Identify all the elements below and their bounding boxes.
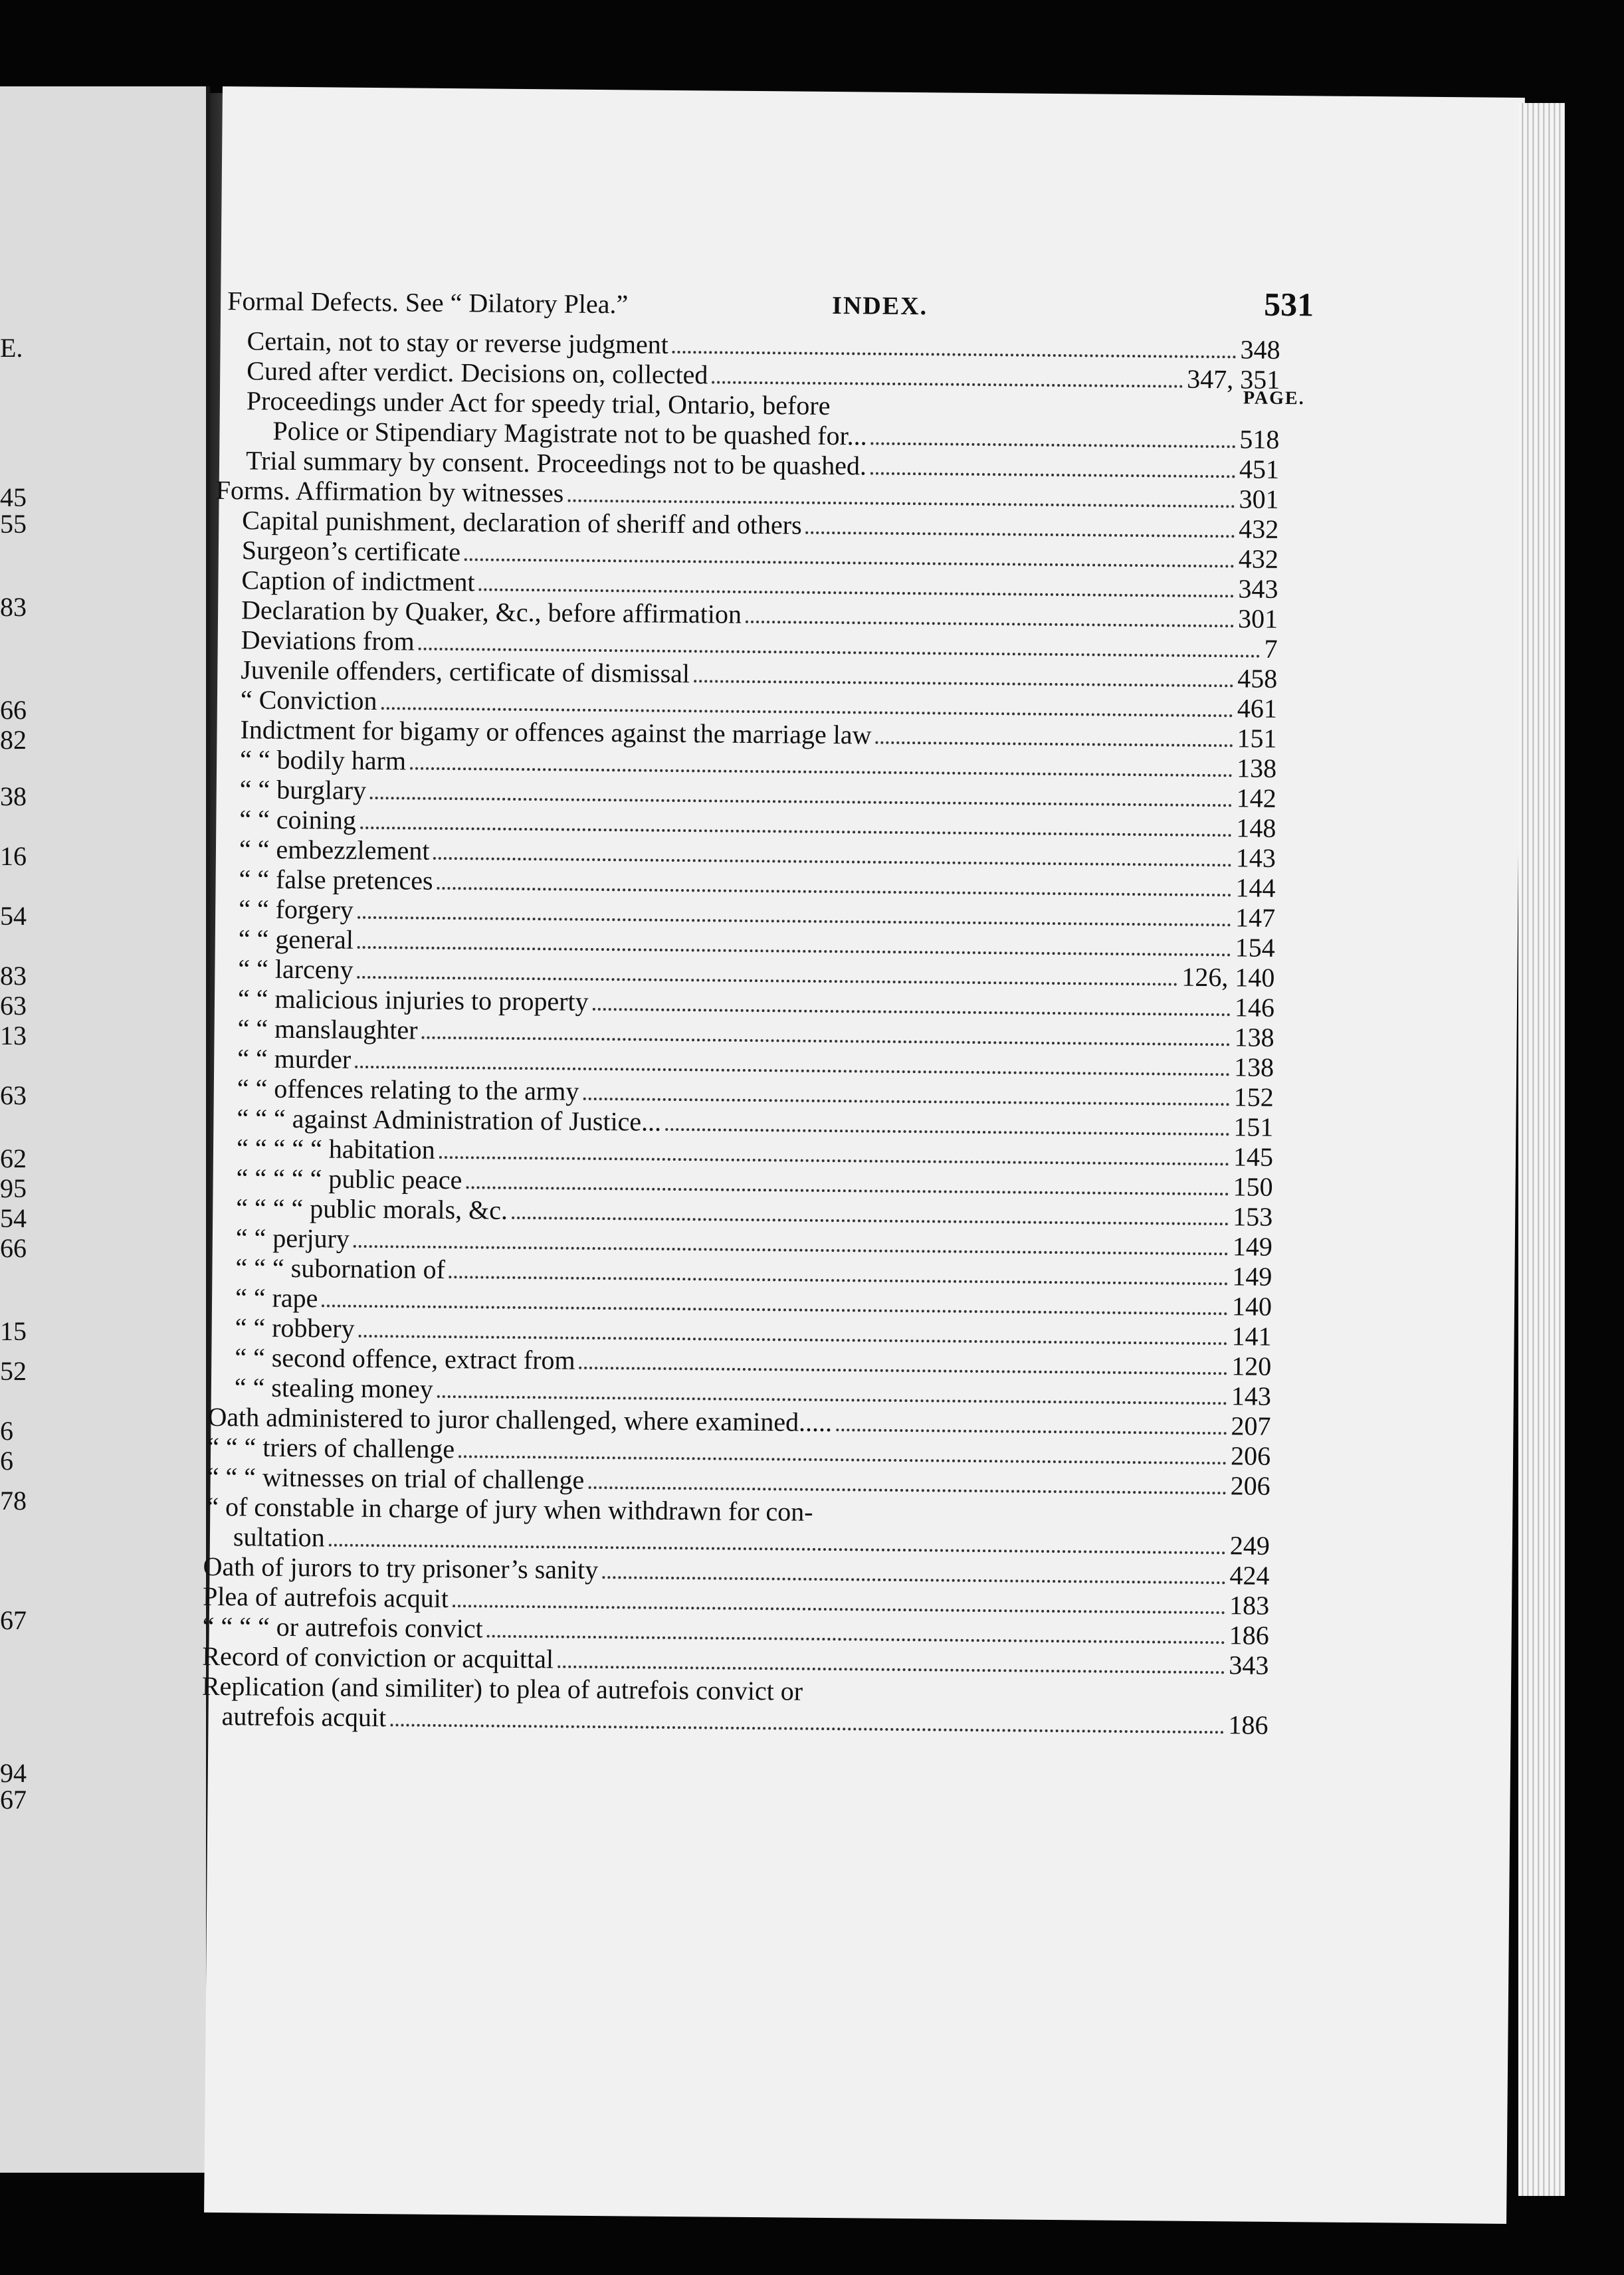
- leader-dots: [806, 532, 1235, 538]
- entry-page-number: 186: [1228, 1710, 1269, 1740]
- facing-page-number: 54: [0, 1203, 27, 1233]
- facing-page-number: 67: [0, 1785, 27, 1815]
- entry-page-number: 518: [1239, 424, 1280, 454]
- entry-page-number: 142: [1236, 783, 1276, 813]
- entry-page-number: 343: [1229, 1650, 1269, 1680]
- facing-page-number: 15: [0, 1316, 27, 1346]
- leader-dots: [437, 887, 1231, 896]
- leader-dots: [357, 976, 1177, 986]
- facing-page-number: 82: [0, 725, 27, 755]
- leader-dots: [458, 1455, 1227, 1464]
- leader-dots: [329, 1543, 1226, 1554]
- entry-text: “ “ “ witnesses on trial of challenge: [207, 1461, 585, 1495]
- leader-dots: [381, 707, 1233, 717]
- facing-page-number: 62: [0, 1143, 27, 1173]
- facing-page-number: 16: [0, 841, 27, 871]
- entry-page-number: 451: [1239, 454, 1280, 484]
- facing-page-number: 83: [0, 961, 27, 991]
- facing-page-number: 6: [0, 1446, 13, 1476]
- entry-text: Forms. Affirmation by witnesses: [215, 474, 564, 508]
- entry-page-number: 206: [1230, 1440, 1271, 1471]
- entry-text: Police or Stipendiary Magistrate not to be quashed for...: [272, 415, 867, 451]
- facing-page-number: 67: [0, 1605, 27, 1635]
- entry-page-number: 461: [1237, 693, 1278, 724]
- page-number: 531: [1263, 285, 1314, 324]
- entry-text: “ “ general: [238, 924, 354, 955]
- entry-page-number: 149: [1232, 1231, 1273, 1262]
- entry-page-number: 120: [1231, 1351, 1272, 1381]
- page-column-label: PAGE.: [1243, 387, 1305, 409]
- leader-dots: [466, 1186, 1229, 1195]
- leader-dots: [422, 1037, 1231, 1046]
- entry-page-number: 150: [1233, 1171, 1273, 1202]
- entry-text: Declaration by Quaker, &c., before affirmation: [241, 595, 742, 629]
- entry-page-number: 153: [1233, 1201, 1273, 1232]
- leader-dots: [602, 1576, 1225, 1584]
- leader-dots: [390, 1724, 1224, 1733]
- entry-text: Certain, not to stay or reverse judgment: [247, 326, 669, 359]
- leader-dots: [322, 1304, 1228, 1315]
- entry-page-number: 144: [1235, 872, 1276, 903]
- leader-dots: [358, 1335, 1227, 1345]
- entry-page-number: 143: [1231, 1381, 1272, 1411]
- leader-dots: [588, 1486, 1226, 1494]
- entry-page-number: 347, 351: [1187, 363, 1280, 395]
- leader-dots: [558, 1665, 1225, 1674]
- entry-text: Surgeon’s certificate: [241, 535, 461, 567]
- entry-text: “ “ malicious injuries to property: [237, 983, 589, 1017]
- entry-text: Juvenile offenders, certificate of dismissal: [241, 654, 690, 689]
- leader-dots: [875, 742, 1233, 747]
- leader-dots: [712, 381, 1183, 387]
- entry-text: Trial summary by consent. Proceedings not to be quashed.: [245, 445, 867, 481]
- page-title: INDEX.: [831, 292, 928, 321]
- entry-page-number: 432: [1238, 544, 1279, 574]
- leader-dots: [593, 1008, 1231, 1016]
- leader-dots: [449, 1276, 1229, 1285]
- entry-text: “ “ embezzlement: [239, 834, 430, 866]
- entry-text: “ “ rape: [235, 1282, 318, 1314]
- entry-page-number: 146: [1234, 992, 1275, 1023]
- entry-page-number: 152: [1233, 1082, 1274, 1112]
- entry-text: “ “ “ “ “ habitation: [236, 1133, 435, 1165]
- entry-page-number: 151: [1237, 723, 1277, 753]
- entry-text: Oath administered to juror challenged, where examined.....: [207, 1401, 833, 1438]
- entry-page-number: 149: [1232, 1261, 1272, 1292]
- entry-text: Cured after verdict. Decisions on, collected: [247, 355, 708, 390]
- leader-dots: [433, 857, 1232, 866]
- facing-page-number: 83: [0, 592, 27, 622]
- entry-page-number: 432: [1239, 514, 1279, 544]
- leader-dots: [357, 946, 1231, 956]
- leader-dots: [579, 1367, 1227, 1375]
- entry-page-number: 154: [1235, 932, 1275, 963]
- leader-dots: [410, 767, 1233, 777]
- facing-page-number: 13: [0, 1021, 27, 1050]
- leader-dots: [694, 680, 1233, 687]
- leader-dots: [746, 621, 1234, 627]
- facing-page-number: 6: [0, 1416, 13, 1446]
- entry-text: Caption of indictment: [241, 565, 475, 597]
- leader-dots: [478, 588, 1234, 597]
- entry-page-number: 206: [1230, 1470, 1270, 1501]
- facing-page-number: 66: [0, 695, 27, 725]
- entry-text: “ “ stealing money: [234, 1372, 433, 1404]
- entry-page-number: 145: [1233, 1141, 1274, 1172]
- entry-text: “ “ false pretences: [239, 864, 433, 896]
- entry-text: Replication (and similiter) to plea of autrefois convict or: [201, 1670, 803, 1706]
- entry-text: “ “ “ triers of challenge: [207, 1431, 455, 1464]
- entry-page-number: 343: [1238, 573, 1278, 604]
- entry-page-number: 126, 140: [1181, 961, 1275, 993]
- facing-page-number: 45: [0, 482, 27, 512]
- entry-page-number: 141: [1231, 1321, 1272, 1351]
- facing-page-number: 38: [0, 781, 27, 811]
- entry-text: “ “ “ “ public morals, &c.: [236, 1193, 508, 1225]
- entry-page-number: 249: [1229, 1530, 1270, 1561]
- entry-text: “ “ larceny: [238, 953, 354, 985]
- leader-dots: [871, 443, 1236, 448]
- entry-text: Plea of autrefois acquit: [202, 1581, 449, 1614]
- entry-page-number: 138: [1236, 753, 1277, 783]
- entry-page-number: 148: [1236, 813, 1276, 843]
- entry-page-number: 143: [1235, 842, 1276, 873]
- entry-text: “ of constable in charge of jury when withdrawn for con-: [207, 1491, 813, 1527]
- index-entry: [227, 286, 1280, 326]
- leader-dots: [419, 648, 1261, 658]
- entry-text: Proceedings under Act for speedy trial, Ontario, before: [246, 385, 831, 421]
- entry-page-number: 348: [1240, 334, 1280, 365]
- leader-dots: [512, 1217, 1229, 1225]
- entry-text: “ “ bodily harm: [239, 744, 407, 776]
- entry-text: “ “ perjury: [235, 1223, 350, 1254]
- entry-text: “ Conviction: [240, 684, 377, 716]
- index-page: [201, 86, 1525, 2224]
- facing-page-number: 52: [0, 1356, 27, 1386]
- leader-dots: [370, 797, 1233, 807]
- entry-page-number: 207: [1231, 1411, 1271, 1441]
- facing-page-number: 94: [0, 1758, 27, 1788]
- entry-text: Record of conviction or acquittal: [202, 1640, 554, 1674]
- facing-page-number: 66: [0, 1233, 27, 1263]
- entry-page-number: 140: [1231, 1291, 1272, 1322]
- entry-page-number: 301: [1239, 484, 1279, 514]
- entry-page-number: 424: [1229, 1560, 1270, 1591]
- facing-page-number: E.: [0, 333, 23, 363]
- page-edges: [1518, 103, 1565, 2196]
- entry-text: “ “ robbery: [235, 1312, 355, 1343]
- entry-text: “ “ burglary: [239, 774, 367, 805]
- entry-page-number: 301: [1237, 603, 1278, 634]
- entry-text: “ “ “ against Administration of Justice...: [237, 1103, 662, 1137]
- leader-dots: [487, 1635, 1225, 1644]
- entry-text: “ “ manslaughter: [237, 1013, 418, 1045]
- leader-dots: [453, 1605, 1225, 1614]
- leader-dots: [665, 1128, 1229, 1136]
- facing-page-number: 63: [0, 1080, 27, 1110]
- leader-dots: [360, 827, 1232, 837]
- leader-dots: [836, 1429, 1227, 1434]
- entry-text: “ “ murder: [237, 1043, 352, 1074]
- leader-dots: [870, 472, 1235, 478]
- entry-text: Deviations from: [241, 625, 415, 656]
- entry-text: autrefois acquit: [221, 1701, 387, 1733]
- leader-dots: [354, 1245, 1229, 1255]
- entry-page-number: 138: [1233, 1052, 1274, 1082]
- leader-dots: [567, 500, 1235, 508]
- entry-text: “ “ forgery: [239, 894, 354, 925]
- leader-dots: [672, 351, 1237, 358]
- entry-text: Oath of jurors to try prisoner’s sanity: [203, 1551, 599, 1585]
- entry-text: “ “ “ “ “ public peace: [236, 1163, 462, 1195]
- entry-page-number: 458: [1237, 663, 1278, 694]
- leader-dots: [355, 1066, 1230, 1076]
- entry-text: “ “ coining: [239, 804, 357, 835]
- entry-text: “ “ “ subornation of: [235, 1252, 446, 1284]
- entry-text: Capital punishment, declaration of sheriff and others: [242, 505, 802, 540]
- facing-page-number: 55: [0, 509, 27, 539]
- entry-text: “ “ “ “ or autrefois convict: [202, 1611, 483, 1644]
- entry-page-number: 186: [1229, 1620, 1269, 1650]
- facing-page-number: 95: [0, 1173, 27, 1203]
- entry-page-number: 147: [1235, 902, 1276, 933]
- leader-dots: [439, 1156, 1229, 1165]
- entry-page-number: 183: [1229, 1590, 1270, 1621]
- leader-dots: [437, 1395, 1227, 1405]
- entry-text: sultation: [233, 1522, 325, 1553]
- entry-text: “ “ offences relating to the army: [237, 1073, 579, 1106]
- facing-page-number: 63: [0, 991, 27, 1021]
- entry-page-number: 138: [1234, 1022, 1274, 1052]
- entry-page-number: 151: [1233, 1112, 1274, 1142]
- entry-page-number: 7: [1264, 633, 1278, 664]
- entry-text: Formal Defects. See “ Dilatory Plea.”: [227, 286, 629, 320]
- leader-dots: [464, 558, 1235, 567]
- facing-page: [0, 86, 210, 2173]
- leader-dots: [583, 1098, 1229, 1106]
- facing-page-number: 54: [0, 901, 27, 931]
- entry-text: Indictment for bigamy or offences against the marriage law: [240, 714, 872, 750]
- entry-text: “ “ second offence, extract from: [235, 1342, 575, 1375]
- facing-page-number: 78: [0, 1486, 27, 1516]
- leader-dots: [357, 916, 1231, 926]
